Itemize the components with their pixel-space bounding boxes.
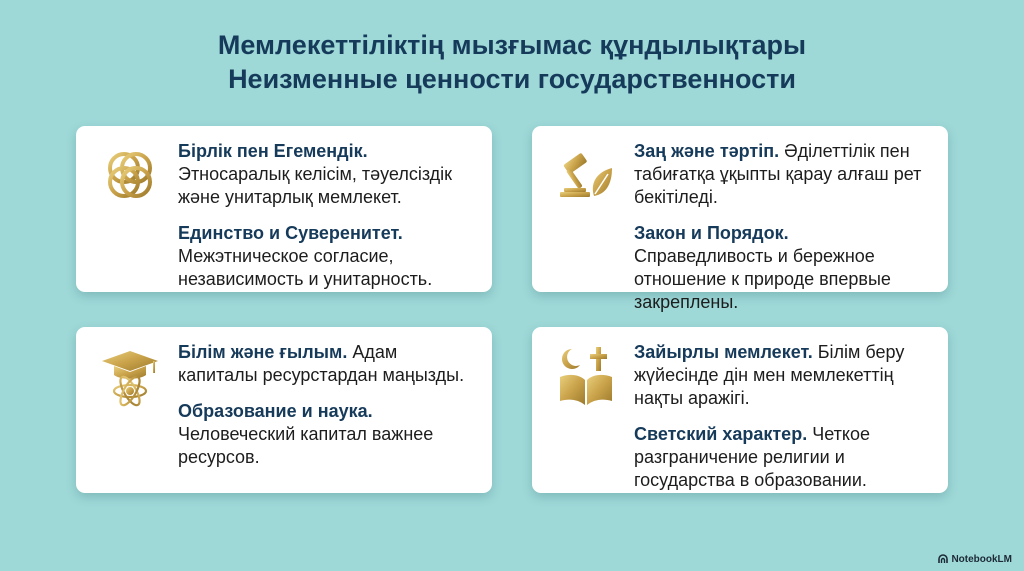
card-heading-kk: Зайырлы мемлекет. [634,342,813,362]
card-heading-ru: Светский характер. [634,424,808,444]
interlocking-rings-icon [98,144,162,208]
card-text [178,341,476,469]
card-education-science [76,327,492,493]
card-text [634,341,932,492]
title-kazakh: Мемлекеттіліктің мызғымас құндылықтары [217,30,807,60]
title-russian: Неизменные ценности государственности [228,64,796,94]
card-heading-ru: Единство и Суверенитет. [178,223,403,243]
gavel-leaf-icon [554,144,618,208]
brand-label: NotebookLM [951,554,1012,565]
card-body-kk: Әділеттілік пен табиғатқа ұқыпты қарау алғаш рет бекітіледі. [634,141,922,207]
card-heading-kk: Заң және тәртіп. [634,141,780,161]
page-title [0,28,1024,96]
card-heading-kk: Білім және ғылым. [178,342,348,362]
card-body-ru: Справедливость и бережное отношение к природе впервые закреплены. [634,246,891,312]
card-body-ru: Межэтническое согласие, независимость и унитарность. [178,246,433,289]
notebooklm-logo-icon [938,554,948,564]
card-text [178,140,476,291]
card-body-ru: Четкое разграничение религии и государства в образовании. [634,424,870,490]
card-body-kk: Адам капиталы ресурстардан маңызды. [178,342,465,385]
card-body-ru: Человеческий капитал важнее ресурсов. [178,424,434,467]
card-heading-ru: Закон и Порядок. [634,223,789,243]
crescent-cross-book-icon [554,345,618,409]
notebooklm-brand [938,554,1012,565]
card-text [634,140,932,314]
card-body-kk: Білім беру жүйесінде дін мен мемлекеттің нақты аражігі. [634,342,905,408]
graduation-cap-atom-icon [98,345,162,409]
card-body-kk: Этносаралық келісім, тәуелсіздік және унитарлық мемлекет. [178,164,453,207]
card-secular-state [532,327,948,493]
card-heading-kk: Бірлік пен Егемендік. [178,141,368,161]
card-unity-sovereignty [76,126,492,292]
card-heading-ru: Образование и наука. [178,401,373,421]
card-law-order [532,126,948,312]
